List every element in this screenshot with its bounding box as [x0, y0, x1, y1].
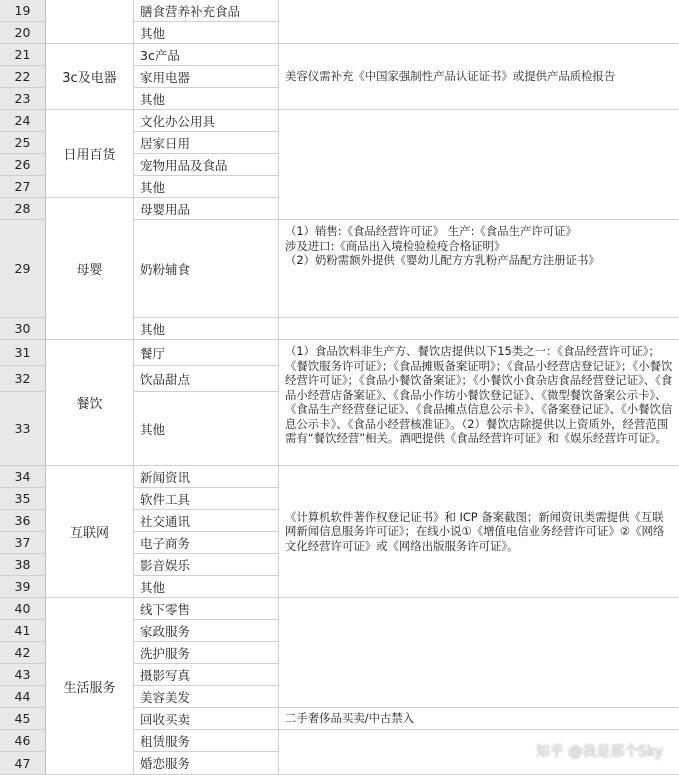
subcategory-cell[interactable]: 宠物用品及食品: [134, 154, 279, 176]
subcategory-cell[interactable]: 饮品甜点: [134, 366, 279, 392]
row-number-cell[interactable]: 29: [0, 220, 46, 318]
subcategory-cell[interactable]: 3c产品: [134, 44, 279, 66]
subcategory-cell[interactable]: 其他: [134, 318, 279, 340]
subcategory-cell[interactable]: 影音娱乐: [134, 554, 279, 576]
subcategory-cell[interactable]: 母婴用品: [134, 198, 279, 220]
subcategory-cell[interactable]: 电子商务: [134, 532, 279, 554]
requirement-cell[interactable]: [279, 340, 679, 466]
subcategory-cell[interactable]: 奶粉辅食: [134, 220, 279, 318]
row-number-cell[interactable]: 41: [0, 620, 46, 642]
subcategory-cell[interactable]: 居家日用: [134, 132, 279, 154]
row-number-cell[interactable]: 22: [0, 66, 46, 88]
row-number-cell[interactable]: 26: [0, 154, 46, 176]
row-number-cell[interactable]: 20: [0, 22, 46, 44]
subcategory-cell[interactable]: 家用电器: [134, 66, 279, 88]
row-number-cell[interactable]: 32: [0, 366, 46, 392]
requirement-cell[interactable]: [279, 110, 679, 220]
subcategory-cell[interactable]: 家政服务: [134, 620, 279, 642]
subcategory-cell[interactable]: 摄影写真: [134, 664, 279, 686]
row-number-cell[interactable]: 30: [0, 318, 46, 340]
subcategory-cell[interactable]: 租赁服务: [134, 730, 279, 752]
row-number-cell[interactable]: 36: [0, 510, 46, 532]
row-number-cell[interactable]: 25: [0, 132, 46, 154]
subcategory-cell[interactable]: 其他: [134, 576, 279, 598]
row-number-cell[interactable]: 35: [0, 488, 46, 510]
subcategory-cell[interactable]: 社交通讯: [134, 510, 279, 532]
category-cell[interactable]: [46, 0, 134, 44]
subcategory-cell[interactable]: 膳食营养补充食品: [134, 0, 279, 22]
requirement-cell[interactable]: [279, 44, 679, 110]
subcategory-cell[interactable]: 婚恋服务: [134, 752, 279, 775]
requirement-cell[interactable]: [279, 0, 679, 44]
row-number-cell[interactable]: 42: [0, 642, 46, 664]
row-number-cell[interactable]: 39: [0, 576, 46, 598]
row-number-cell[interactable]: 45: [0, 708, 46, 730]
subcategory-cell[interactable]: 线下零售: [134, 598, 279, 620]
requirement-cell[interactable]: [279, 220, 679, 318]
category-cell[interactable]: 日用百货: [46, 110, 134, 198]
row-number-cell[interactable]: 31: [0, 340, 46, 366]
subcategory-cell[interactable]: 新闻资讯: [134, 466, 279, 488]
row-number-cell[interactable]: 34: [0, 466, 46, 488]
subcategory-cell[interactable]: 软件工具: [134, 488, 279, 510]
row-number-cell[interactable]: 33: [0, 392, 46, 466]
row-number-cell[interactable]: 37: [0, 532, 46, 554]
row-number-cell[interactable]: 28: [0, 198, 46, 220]
row-number-cell[interactable]: 21: [0, 44, 46, 66]
subcategory-cell[interactable]: 其他: [134, 392, 279, 466]
row-number-cell[interactable]: 23: [0, 88, 46, 110]
requirement-text: 二手奢侈品买卖/中古禁入: [285, 711, 415, 726]
requirement-cell[interactable]: [279, 466, 679, 598]
subcategory-cell[interactable]: 餐厅: [134, 340, 279, 366]
subcategory-cell[interactable]: 文化办公用具: [134, 110, 279, 132]
requirement-cell[interactable]: [279, 708, 679, 730]
requirement-text: （1）销售:《食品经营许可证》 生产:《食品生产许可证》 涉及进口:《商品出入境检验检疫合格证明》 （2）奶粉需额外提供《婴幼儿配方方乳粉产品配方注册证书》: [285, 224, 600, 267]
subcategory-cell[interactable]: 其他: [134, 176, 279, 198]
requirement-text: （1）食品饮料非生产方、餐饮店提供以下15类之一：《食品经营许可证》；《餐饮服务许可证》；《食品摊贩备案证明》；《食品小经营店登记证》；《小餐饮经营许可证》；《食品小餐饮备案证》；《小餐饮小食杂店食品经营登记证》、《食品小经营店备案证》、《食品小作坊小餐饮登记证》、《微型餐饮备案公示卡》、《食品生产经营登记证》、《食品摊点信息公示卡》、《备案登记证》、《小餐饮信息公示卡》、《食品小经营核准证》。（2）餐饮店除提供以上资质外，经营范围需有“餐饮经营”相关。酒吧提供《食品经营许可证》和《娱乐经营许可证》。: [285, 344, 673, 445]
requirement-cell[interactable]: [279, 318, 679, 340]
subcategory-cell[interactable]: 其他: [134, 88, 279, 110]
row-number-cell[interactable]: 43: [0, 664, 46, 686]
row-number-cell[interactable]: 40: [0, 598, 46, 620]
requirement-text: 《计算机软件著作权登记证书》和 ICP 备案截图；新闻资讯类需提供《互联网新闻信息服务许可证》；在线小说①《增值电信业务经营许可证》②《网络文化经营许可证》或《网络出版服务许可证》。: [285, 509, 665, 553]
row-number-cell[interactable]: 19: [0, 0, 46, 22]
category-cell[interactable]: 3c及电器: [46, 44, 134, 110]
row-number-cell[interactable]: 46: [0, 730, 46, 752]
requirement-text: 美容仪需补充《中国家强制性产品认证证书》或提供产品质检报告: [285, 69, 616, 84]
subcategory-cell[interactable]: 美容美发: [134, 686, 279, 708]
requirement-cell[interactable]: [279, 598, 679, 708]
row-number-cell[interactable]: 47: [0, 752, 46, 775]
watermark: 知乎 @我是那个Sky: [535, 744, 663, 760]
category-cell[interactable]: 生活服务: [46, 598, 134, 775]
category-cell[interactable]: 母婴: [46, 198, 134, 340]
row-number-cell[interactable]: 38: [0, 554, 46, 576]
subcategory-cell[interactable]: 洗护服务: [134, 642, 279, 664]
category-cell[interactable]: 互联网: [46, 466, 134, 598]
row-number-cell[interactable]: 44: [0, 686, 46, 708]
row-number-cell[interactable]: 24: [0, 110, 46, 132]
subcategory-cell[interactable]: 回收买卖: [134, 708, 279, 730]
row-number-cell[interactable]: 27: [0, 176, 46, 198]
subcategory-cell[interactable]: 其他: [134, 22, 279, 44]
category-cell[interactable]: 餐饮: [46, 340, 134, 466]
